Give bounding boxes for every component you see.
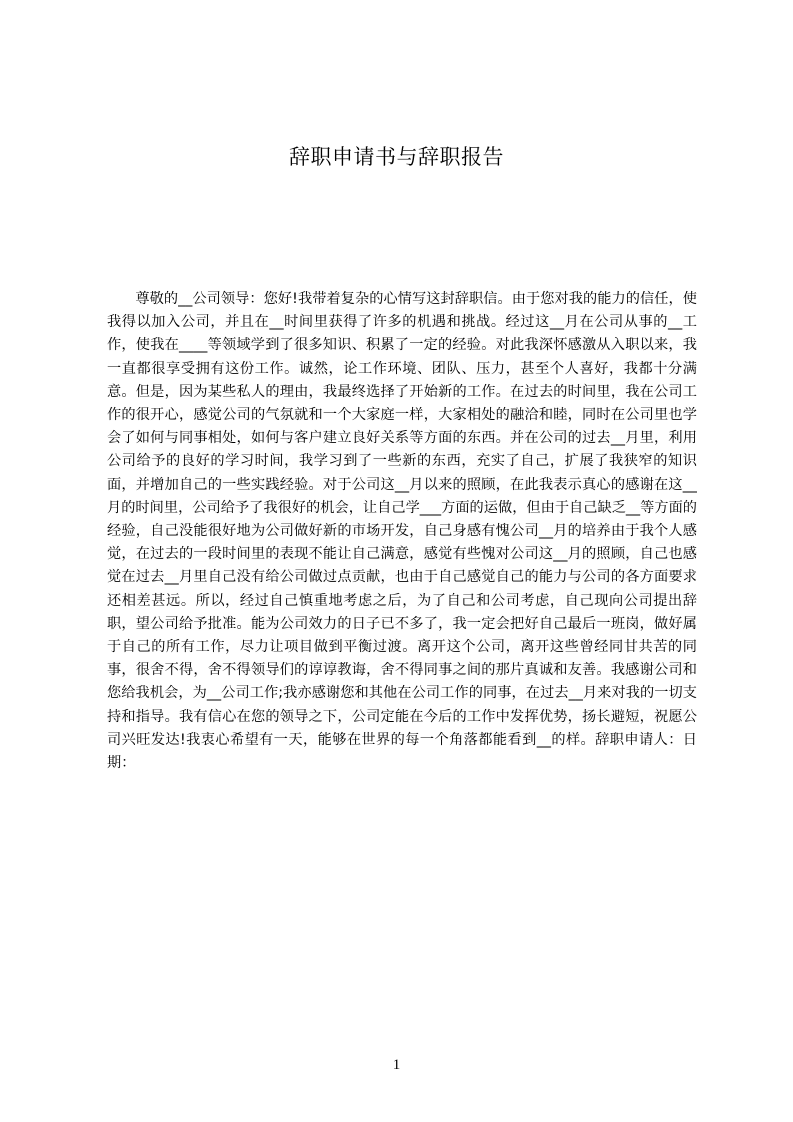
- page-number: 1: [392, 1057, 401, 1073]
- document-body-paragraph: 尊敬的__公司领导：您好!我带着复杂的心情写这封辞职信。由于您对我的能力的信任，使我得以加入公司，并且在__时间里获得了许多的机遇和挑战。经过这__月在公司从事的__工作，使我在____等领域学到了很多知识、积累了一定的经验。对此我深怀感激从入职以来，我一直都很享受拥有这份工作。诚然，论工作环境、团队、压力，甚至个人喜好，我都十分满意。但是，因为某些私人的理由，我最终选择了开始新的工作。在过去的时间里，我在公司工作的很开心，感觉公司的气氛就和一个大家庭一样，大家相处的融洽和睦，同时在公司里也学会了如何与同事相处，如何与客户建立良好关系等方面的东西。并在公司的过去__月里，利用公司给予的良好的学习时间，我学习到了一些新的东西，充实了自己，扩展了我狭窄的知识面，并增加自己的一些实践经验。对于公司这__月以来的照顾，在此我表示真心的感谢在这__月的时间里，公司给予了我很好的机会，让自己学___方面的运做，但由于自己缺乏__等方面的经验，自己没能很好地为公司做好新的市场开发，自己身感有愧公司__月的培养由于我个人感觉，在过去的一段时间里的表现不能让自己满意，感觉有些愧对公司这__月的照顾，自己也感觉在过去__月里自己没有给公司做过点贡献，也由于自己感觉自己的能力与公司的各方面要求还相差甚远。所以，经过自己慎重地考虑之后，为了自己和公司考虑，自己现向公司提出辞职，望公司给予批准。能为公司效力的日子已不多了，我一定会把好自己最后一班岗，做好属于自己的所有工作，尽力让项目做到平衡过渡。离开这个公司，离开这些曾经同甘共苦的同事，很舍不得，舍不得领导们的谆谆教诲，舍不得同事之间的那片真诚和友善。我感谢公司和您给我机会，为__公司工作;我亦感谢您和其他在公司工作的同事，在过去__月来对我的一切支持和指导。我有信心在您的领导之下，公司定能在今后的工作中发挥优势，扬长避短，祝愿公司兴旺发达!我衷心希望有一天，能够在世界的每一个角落都能看到__的样。辞职申请人：日期：: [107, 291, 697, 772]
- document-title: 辞职申请书与辞职报告: [289, 145, 504, 169]
